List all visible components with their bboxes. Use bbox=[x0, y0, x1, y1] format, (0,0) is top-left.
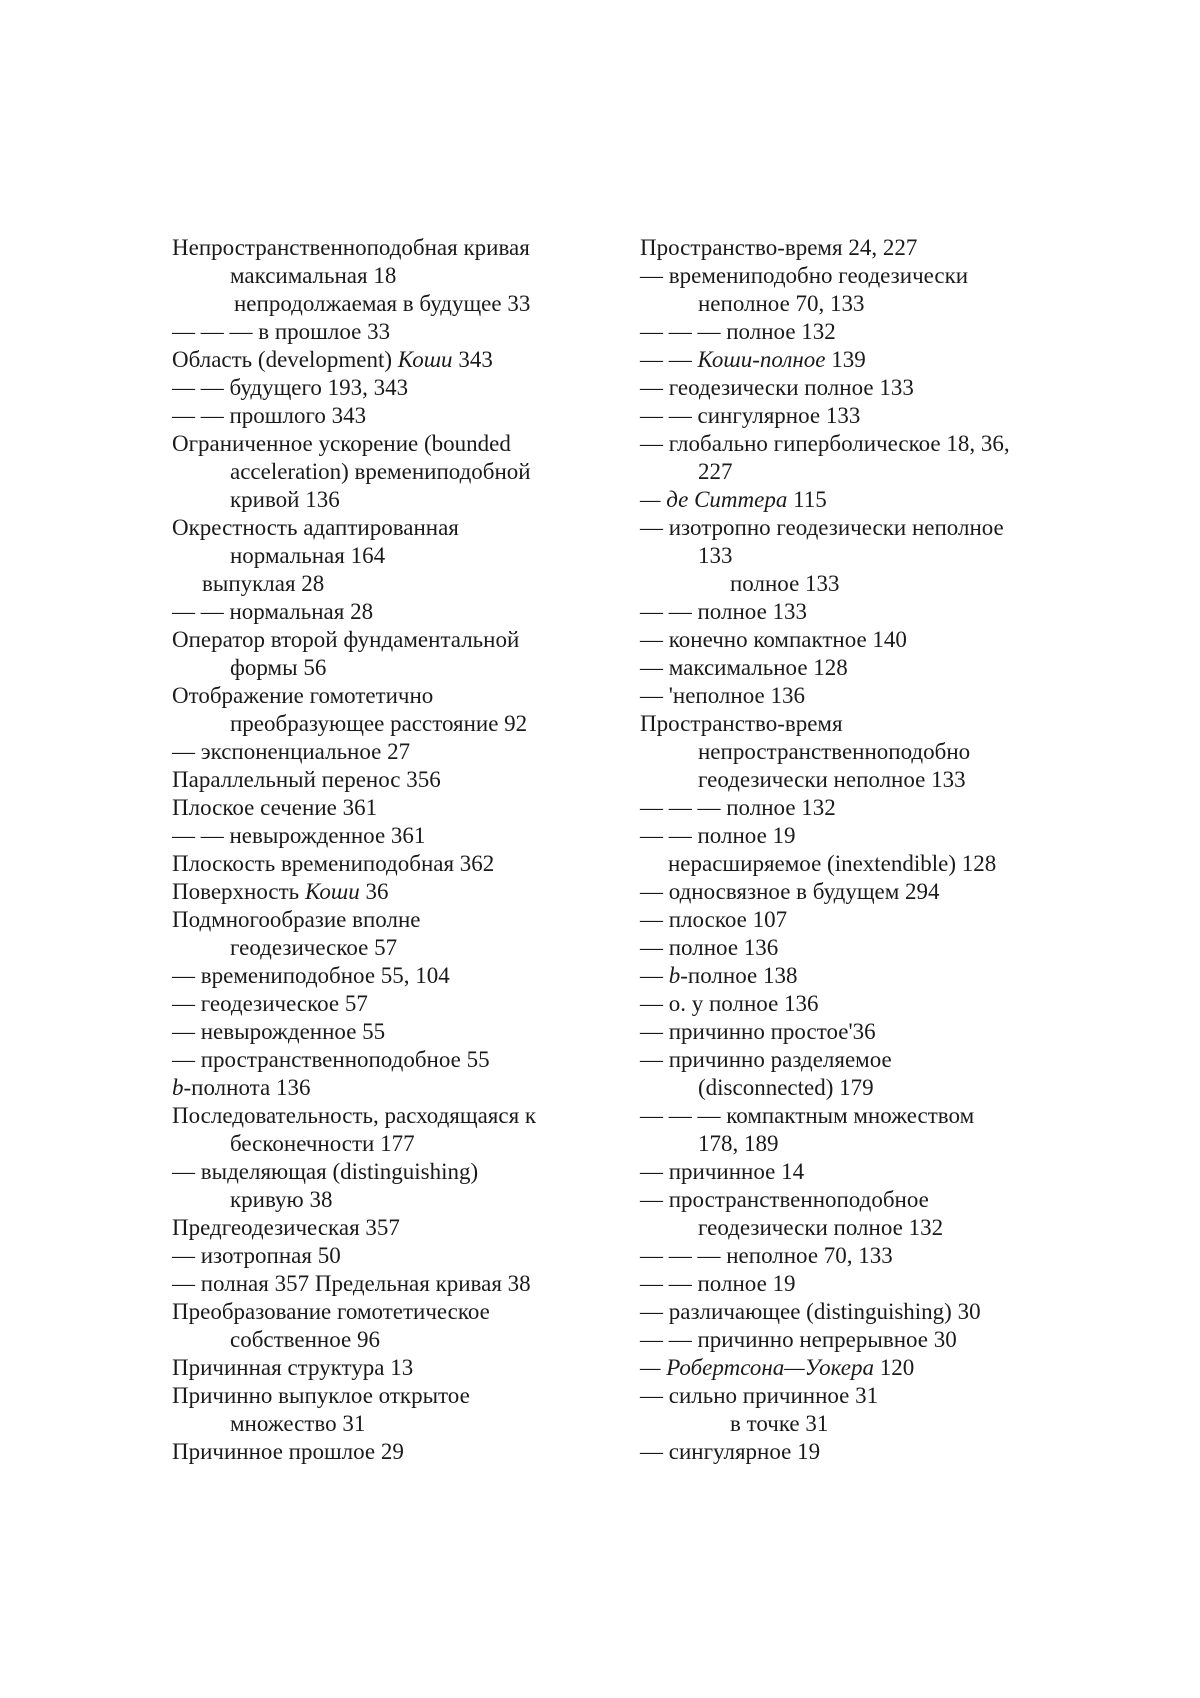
index-entry-text: — — bbox=[640, 347, 698, 372]
index-entry bbox=[640, 486, 1080, 514]
index-entry: — полное 136 bbox=[640, 935, 779, 960]
index-subentry: кривую 38 bbox=[230, 1187, 333, 1212]
index-entry: Плоское сечение 361 bbox=[172, 795, 378, 820]
index-subentry: собственное 96 bbox=[230, 1327, 380, 1352]
index-entry: — различающее (distinguishing) 30 bbox=[640, 1299, 981, 1324]
index-entry-italic: b bbox=[668, 963, 681, 988]
index-entry: Последовательность, расходящаяся к bbox=[172, 1103, 537, 1128]
index-entry: Пространство-время 24, 227 bbox=[640, 235, 918, 260]
index-entry: — — сингулярное 133 bbox=[640, 403, 861, 428]
index-subentry: нормальная 164 bbox=[230, 543, 386, 568]
index-entry-text: -полное 138 bbox=[680, 963, 798, 988]
index-subentry: геодезически неполное 133 bbox=[698, 767, 966, 792]
index-entry bbox=[172, 1074, 612, 1102]
index-entry: — причинно простое'36 bbox=[640, 1019, 876, 1044]
index-entry: — — нормальная 28 bbox=[172, 599, 374, 624]
index-entry: — — невырожденное 361 bbox=[172, 823, 426, 848]
index-entry-text: Область (development) bbox=[172, 347, 398, 372]
index-entry: — изотропно геодезически неполное bbox=[640, 515, 1004, 540]
index-entry: Оператор второй фундаментальной bbox=[172, 627, 520, 652]
index-entry: — — — в прошлое 33 bbox=[172, 319, 391, 344]
index-entry-italic: b bbox=[172, 1075, 184, 1100]
index-entry: — причинное 14 bbox=[640, 1159, 805, 1184]
index-entry: — конечно компактное 140 bbox=[640, 627, 907, 652]
index-subentry: кривой 136 bbox=[230, 487, 340, 512]
index-column-right bbox=[640, 234, 1080, 1466]
index-entry: — пространственноподобное bbox=[640, 1187, 929, 1212]
index-subentry: нерасширяемое (inextendible) 128 bbox=[668, 851, 997, 876]
index-entry: Окрестность адаптированная bbox=[172, 515, 459, 540]
index-entry: — причинно разделяемое bbox=[640, 1047, 892, 1072]
index-subentry: выпуклая 28 bbox=[202, 571, 325, 596]
index-entry bbox=[172, 346, 612, 374]
index-entry-dash: — bbox=[640, 1355, 667, 1380]
index-entry: Непространственноподобная кривая bbox=[172, 235, 530, 260]
index-entry: Отображение гомотетично bbox=[172, 683, 434, 708]
index-entry-page: 120 bbox=[874, 1355, 915, 1380]
index-entry-italic: Коши-полное bbox=[697, 347, 826, 372]
index-entry: — изотропная 50 bbox=[172, 1243, 341, 1268]
index-entry: — — полное 133 bbox=[640, 599, 808, 624]
index-subentry: в точке 31 bbox=[730, 1411, 829, 1436]
index-subentry: непространственноподобно bbox=[698, 739, 971, 764]
index-entry-italic: Коши bbox=[397, 347, 453, 372]
index-entry-page: 115 bbox=[787, 487, 827, 512]
index-entry: — 'неполное 136 bbox=[640, 683, 805, 708]
index-entry: — — будущего 193, 343 bbox=[172, 375, 409, 400]
index-entry: Причинная структура 13 bbox=[172, 1355, 414, 1380]
index-entry: Причинное прошлое 29 bbox=[172, 1439, 404, 1464]
index-entry-italic: Робертсона—Уокера bbox=[666, 1355, 874, 1380]
index-subentry: 227 bbox=[698, 459, 733, 484]
index-entry: — невырожденное 55 bbox=[172, 1019, 386, 1044]
index-entry: — максимальное 128 bbox=[640, 655, 848, 680]
index-entry: — — — полное 132 bbox=[640, 795, 836, 820]
index-entry: Плоскость времениподобная 362 bbox=[172, 851, 495, 876]
index-subentry: неполное 70, 133 bbox=[698, 291, 865, 316]
index-entry: Пространство-время bbox=[640, 711, 843, 736]
index-subentry: множество 31 bbox=[230, 1411, 366, 1436]
index-entry-dash: — bbox=[640, 487, 667, 512]
index-entry: — полная 357 Предельная кривая 38 bbox=[172, 1271, 531, 1296]
index-entry: — времениподобно геодезически bbox=[640, 263, 969, 288]
index-subentry: полное 133 bbox=[730, 571, 840, 596]
index-entry: Ограниченное ускорение (bounded bbox=[172, 431, 511, 456]
index-subentry: геодезическое 57 bbox=[230, 935, 398, 960]
index-entry: Причинно выпуклое открытое bbox=[172, 1383, 470, 1408]
index-entry bbox=[640, 1354, 1080, 1382]
index-entry: — — полное 19 bbox=[640, 823, 796, 848]
index-subentry: 133 bbox=[698, 543, 733, 568]
index-entry: — — прошлого 343 bbox=[172, 403, 367, 428]
index-entry-italic: де Ситтера bbox=[666, 487, 788, 512]
index-entry bbox=[640, 346, 1080, 374]
index-entry: — выделяющая (distinguishing) bbox=[172, 1159, 479, 1184]
index-entry-text: Поверхность bbox=[172, 879, 305, 904]
index-entry: — — — неполное 70, 133 bbox=[640, 1243, 893, 1268]
index-subentry: преобразующее расстояние 92 bbox=[230, 711, 528, 736]
index-entry: — глобально гиперболическое 18, 36, bbox=[640, 431, 1010, 456]
index-entry-text: — bbox=[640, 963, 669, 988]
index-entry: — односвязное в будущем 294 bbox=[640, 879, 940, 904]
index-entry: — геодезически полное 133 bbox=[640, 375, 914, 400]
index-entry: Параллельный перенос 356 bbox=[172, 767, 441, 792]
index-entry-italic: Коши bbox=[304, 879, 360, 904]
index-entry-page: 36 bbox=[359, 879, 389, 904]
index-entry: — экспоненциальное 27 bbox=[172, 739, 411, 764]
index-subentry: 178, 189 bbox=[698, 1131, 779, 1156]
index-entry: — пространственноподобное 55 bbox=[172, 1047, 490, 1072]
index-subentry: непродолжаемая в будущее 33 bbox=[234, 291, 531, 316]
index-subentry: максимальная 18 bbox=[230, 263, 397, 288]
index-entry: — сильно причинное 31 bbox=[640, 1383, 879, 1408]
index-entry: Преобразование гомотетическое bbox=[172, 1299, 490, 1324]
index-entry-text: -полнота 136 bbox=[183, 1075, 311, 1100]
index-entry bbox=[640, 962, 1080, 990]
index-subentry: геодезически полное 132 bbox=[698, 1215, 944, 1240]
index-entry: — — причинно непрерывное 30 bbox=[640, 1327, 957, 1352]
index-subentry: бесконечности 177 bbox=[230, 1131, 415, 1156]
index-entry: — сингулярное 19 bbox=[640, 1439, 821, 1464]
index-entry: — геодезическое 57 bbox=[172, 991, 368, 1016]
index-entry: Подмногообразие вполне bbox=[172, 907, 421, 932]
index-entry bbox=[172, 878, 612, 906]
index-entry: — времениподобное 55, 104 bbox=[172, 963, 450, 988]
index-subentry: формы 56 bbox=[230, 655, 327, 680]
index-entry: — — — полное 132 bbox=[640, 319, 836, 344]
index-entry: — о. у полное 136 bbox=[640, 991, 819, 1016]
index-entry: — плоское 107 bbox=[640, 907, 788, 932]
index-entry-page: 343 bbox=[452, 347, 493, 372]
index-entry: — — полное 19 bbox=[640, 1271, 796, 1296]
index-column-left bbox=[172, 234, 612, 1466]
index-entry-page: 139 bbox=[825, 347, 866, 372]
index-entry: Предгеодезическая 357 bbox=[172, 1215, 400, 1240]
index-subentry: (disconnected) 179 bbox=[698, 1075, 874, 1100]
index-entry: — — — компактным множеством bbox=[640, 1103, 975, 1128]
index-subentry: acceleration) времениподобной bbox=[230, 459, 531, 484]
